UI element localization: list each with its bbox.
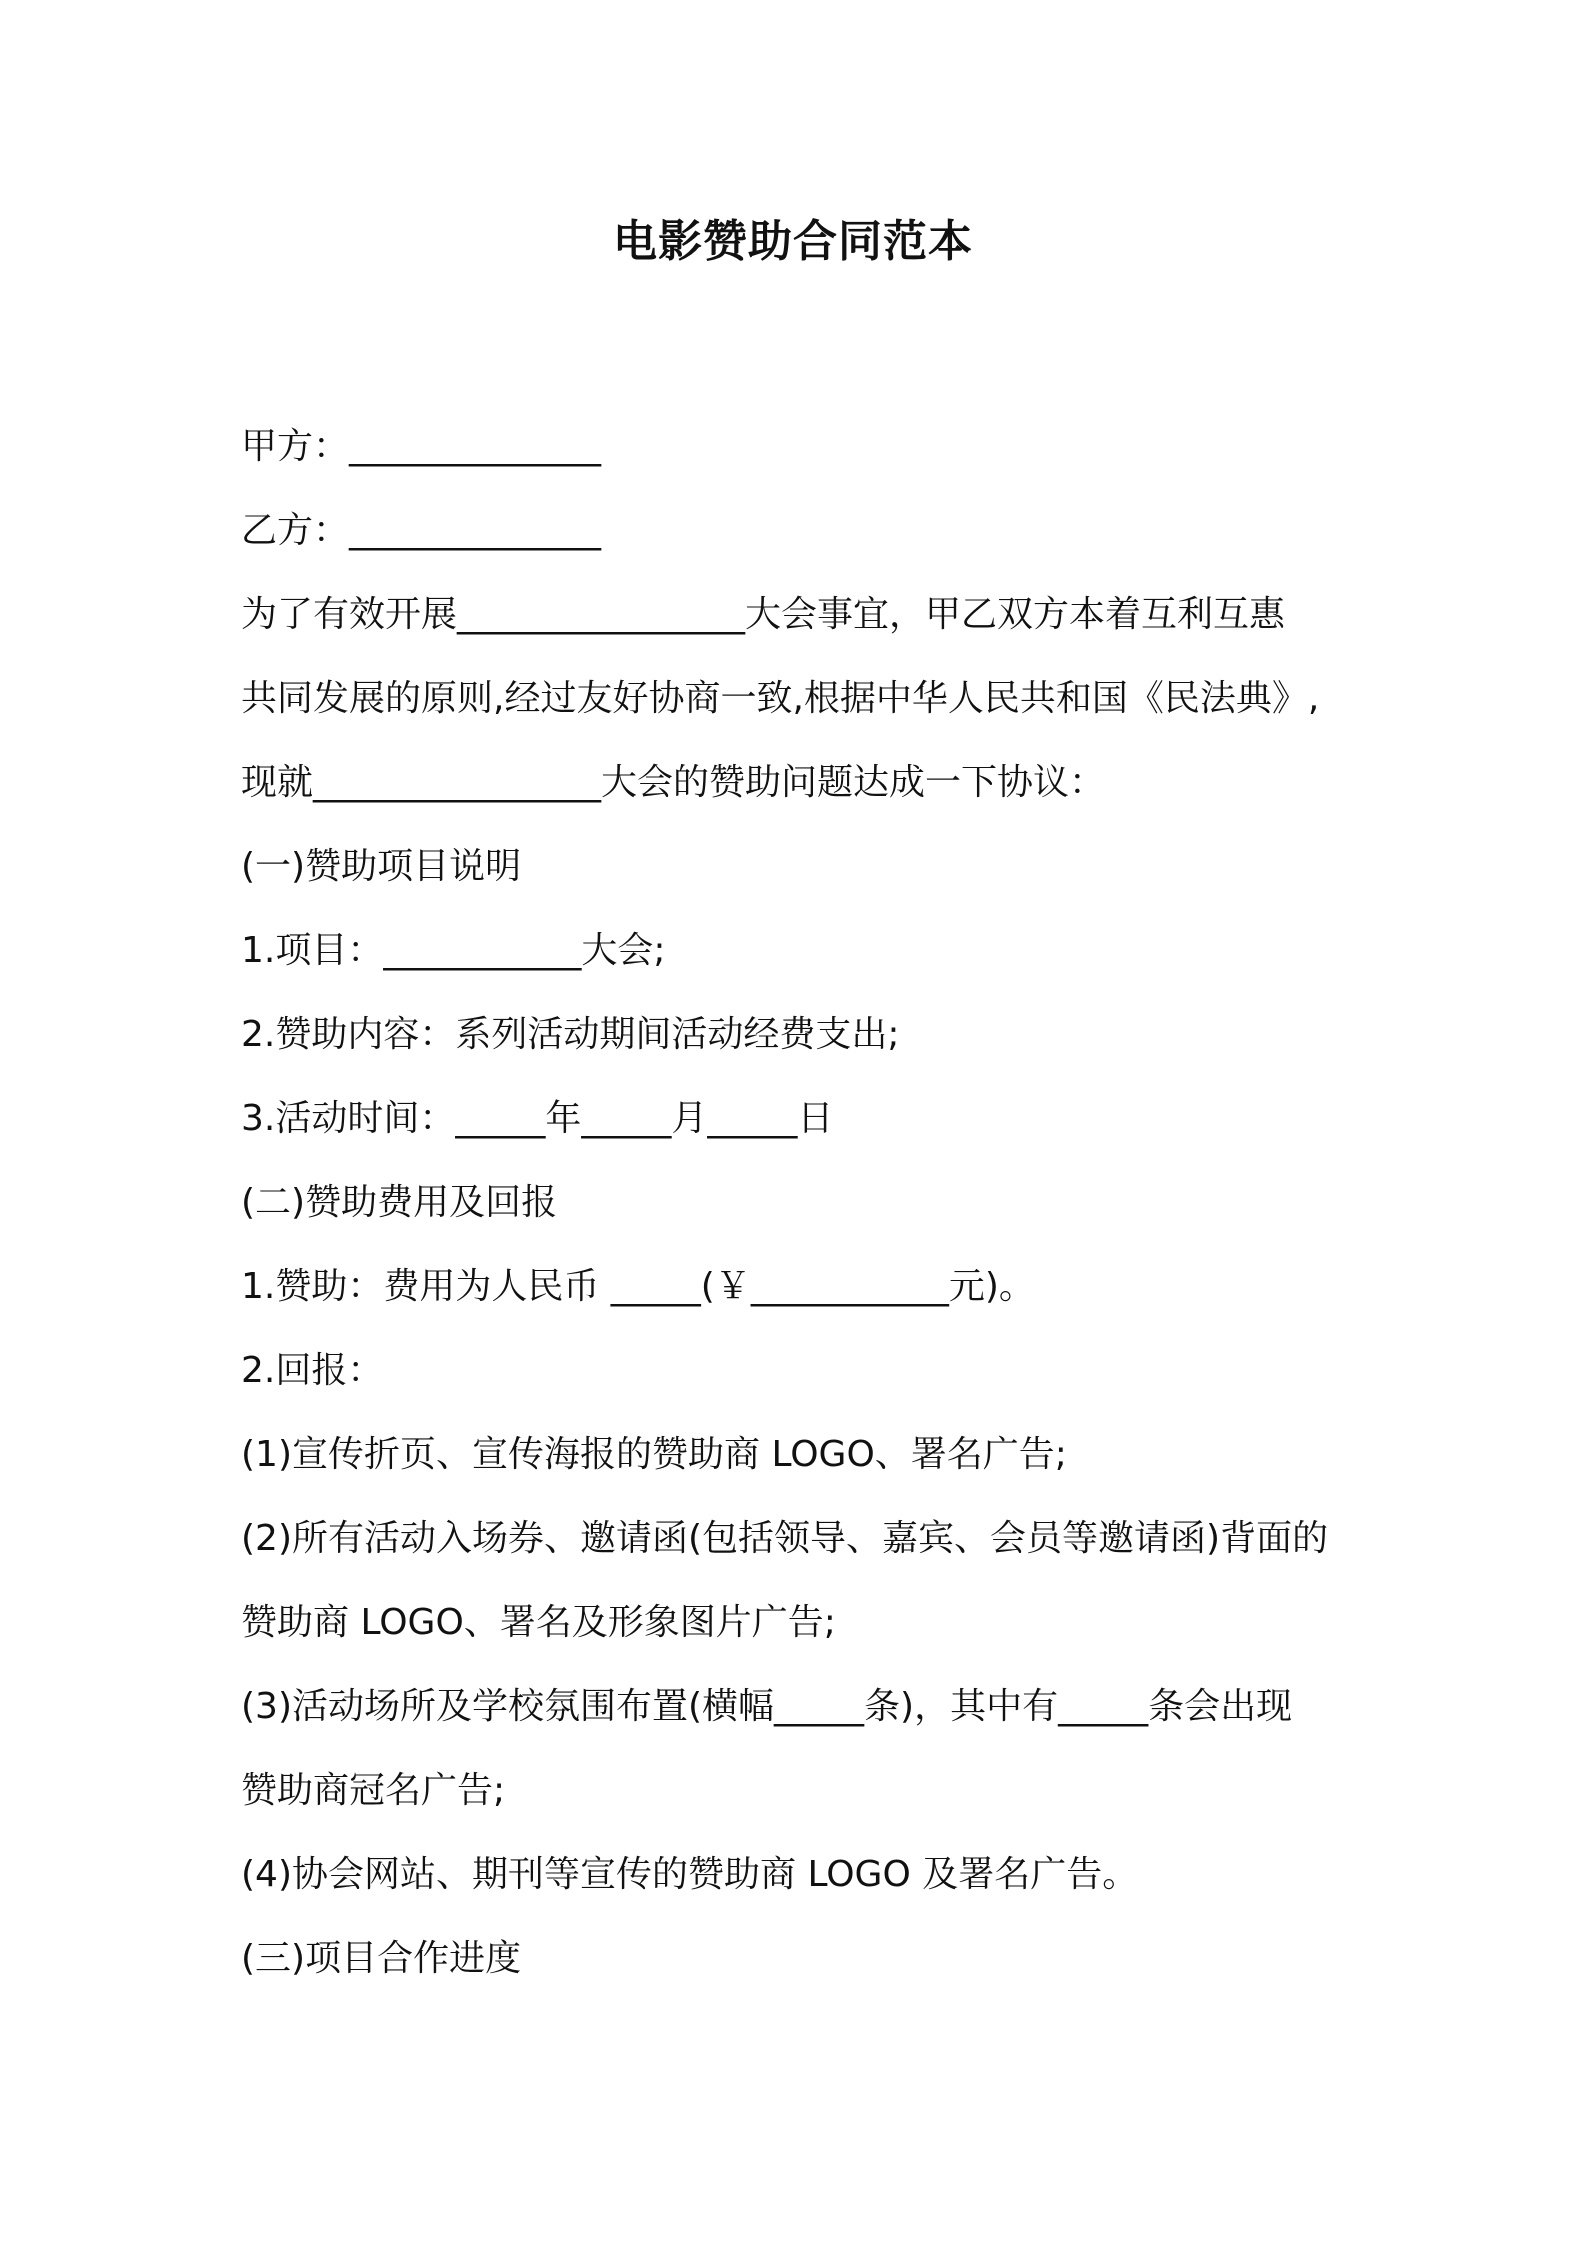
document-body (241, 405, 1351, 2001)
return-item-3-line-2: 赞助商冠名广告; (241, 1770, 506, 1811)
clause-return: 2.回报： (241, 1350, 384, 1391)
clause-content: 2.赞助内容：系列活动期间活动经费支出; (241, 1014, 900, 1055)
party-b-line: 乙方：______________ (241, 510, 602, 551)
clause-fee: 1.赞助：费用为人民币 _____(￥___________元)。 (241, 1266, 1035, 1307)
party-a-line: 甲方：______________ (241, 426, 602, 467)
return-item-2-line-1: (2)所有活动入场券、邀请函(包括领导、嘉宾、会员等邀请函)背面的 (241, 1518, 1329, 1559)
return-item-3-line-1: (3)活动场所及学校氛围布置(横幅_____条)，其中有_____条会出现 (241, 1686, 1293, 1727)
preamble-line-1: 为了有效开展________________大会事宜，甲乙双方本着互利互惠 (241, 594, 1286, 635)
return-item-1: (1)宣传折页、宣传海报的赞助商 LOGO、署名广告; (241, 1434, 1067, 1475)
clause-project: 1.项目：___________大会; (241, 930, 666, 971)
section-heading-1: (一)赞助项目说明 (241, 846, 522, 887)
clause-time: 3.活动时间：_____年_____月_____日 (241, 1098, 834, 1139)
section-heading-3: (三)项目合作进度 (241, 1938, 522, 1979)
preamble-line-3: 现就________________大会的赞助问题达成一下协议： (241, 762, 1106, 803)
return-item-4: (4)协会网站、期刊等宣传的赞助商 LOGO 及署名广告。 (241, 1854, 1139, 1895)
document-title: 电影赞助合同范本 (613, 216, 973, 267)
return-item-2-line-2: 赞助商 LOGO、署名及形象图片广告; (241, 1602, 836, 1643)
section-heading-2: (二)赞助费用及回报 (241, 1182, 558, 1223)
preamble-line-2: 共同发展的原则,经过友好协商一致,根据中华人民共和国《民法典》, (241, 678, 1320, 719)
